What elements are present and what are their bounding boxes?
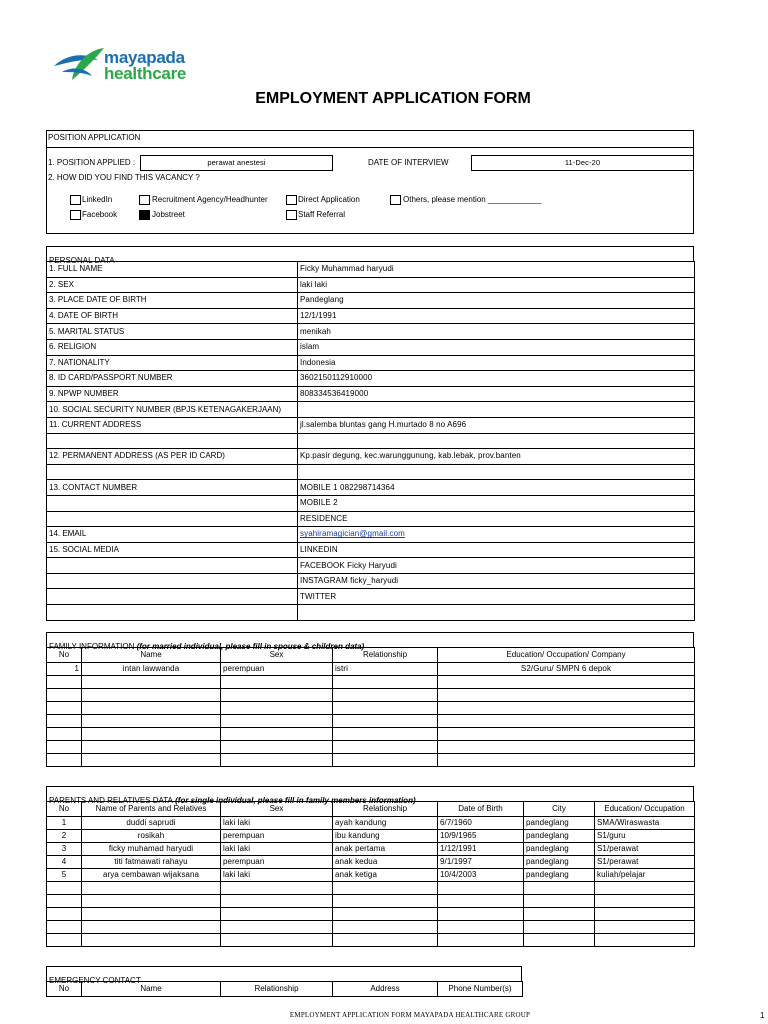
column-header: Name [82,982,221,997]
column-header: Sex [221,802,333,817]
family-cell[interactable] [82,715,221,728]
parents-cell[interactable] [47,908,82,921]
checkbox-facebook-label: Facebook [82,210,118,219]
family-cell[interactable] [47,754,82,767]
parents-cell[interactable]: 10/9/1965 [438,830,524,843]
family-cell[interactable] [438,754,695,767]
personal-label [47,558,298,574]
personal-label: 2. SEX [47,277,298,293]
personal-label [47,589,298,605]
personal-value-field[interactable]: Ficky Muhammad haryudi [298,262,695,278]
column-header: City [524,802,595,817]
family-cell[interactable] [82,754,221,767]
emergency-table [46,981,523,997]
personal-row [47,511,695,527]
parents-cell[interactable] [221,934,333,947]
checkbox-others[interactable] [390,195,401,205]
interview-date-value: 11-Dec-20 [564,158,601,167]
personal-label: 10. SOCIAL SECURITY NUMBER (BPJS KETENAGAKERJAAN) [47,402,298,418]
parents-cell[interactable]: pandeglang [524,817,595,830]
parents-cell[interactable] [595,895,695,908]
personal-value-field[interactable] [298,464,695,480]
parents-cell[interactable]: 5 [47,869,82,882]
personal-value-field[interactable]: RESIDENCE [298,511,695,527]
parents-cell[interactable] [47,934,82,947]
parents-cell[interactable] [82,895,221,908]
family-row [47,663,695,676]
parents-cell[interactable]: 3 [47,843,82,856]
personal-value-field[interactable]: syahiramagician@gmail.com [298,527,695,543]
leaf-logo-icon [52,46,108,84]
parents-row [47,921,695,934]
parents-cell[interactable]: pandeglang [524,843,595,856]
parents-row [47,908,695,921]
parents-row [47,830,695,843]
personal-label [47,464,298,480]
parents-row [47,934,695,947]
parents-cell[interactable] [524,895,595,908]
personal-row [47,495,695,511]
family-section [46,632,694,673]
personal-row [47,293,695,309]
interview-date-label: DATE OF INTERVIEW [368,158,449,167]
parents-cell[interactable]: pandeglang [524,830,595,843]
page-title: EMPLOYMENT APPLICATION FORM [255,90,531,107]
family-row [47,741,695,754]
personal-value-field[interactable]: MOBILE 1 082298714364 [298,480,695,496]
parents-cell[interactable]: kuliah/pelajar [595,869,695,882]
personal-row [47,527,695,543]
family-cell[interactable]: perempuan [221,663,333,676]
column-header: Relationship [221,982,333,997]
personal-value-field[interactable] [298,605,695,621]
personal-value-field[interactable]: MOBILE 2 [298,495,695,511]
personal-label: 11. CURRENT ADDRESS [47,417,298,433]
checkbox-facebook[interactable] [70,210,81,220]
parents-cell[interactable] [333,882,438,895]
checkbox-direct-application[interactable] [286,195,297,205]
family-cell[interactable] [333,728,438,741]
checkbox-linkedin[interactable] [70,195,81,205]
parents-cell[interactable]: rosikah [82,830,221,843]
family-cell[interactable] [438,741,695,754]
family-cell[interactable]: S2/Guru/ SMPN 6 depok [438,663,695,676]
family-cell[interactable] [221,689,333,702]
personal-label: 1. FULL NAME [47,262,298,278]
parents-cell[interactable]: ayah kandung [333,817,438,830]
parents-row [47,869,695,882]
parents-cell[interactable] [333,921,438,934]
family-cell[interactable] [221,715,333,728]
family-row [47,702,695,715]
family-cell[interactable] [82,689,221,702]
personal-row [47,402,695,418]
family-cell[interactable] [333,754,438,767]
personal-value-field[interactable] [298,433,695,449]
family-cell[interactable] [438,702,695,715]
parents-row [47,843,695,856]
personal-value-field[interactable]: 808334536419000 [298,386,695,402]
emergency-row-header [47,982,523,997]
column-header: Sex [221,648,333,663]
column-header: No [47,802,82,817]
parents-row [47,856,695,869]
parents-cell[interactable]: SMA/Wiraswasta [595,817,695,830]
personal-row [47,433,695,449]
family-cell[interactable] [221,728,333,741]
family-cell[interactable] [82,676,221,689]
personal-label [47,433,298,449]
personal-label [47,511,298,527]
parents-cell[interactable]: laki laki [221,869,333,882]
personal-value-field[interactable]: FACEBOOK Ficky Haryudi [298,558,695,574]
parents-cell[interactable]: 4 [47,856,82,869]
family-cell[interactable] [438,689,695,702]
parents-row [47,895,695,908]
parents-cell[interactable] [595,921,695,934]
family-cell[interactable]: istri [333,663,438,676]
parents-cell[interactable]: 2 [47,830,82,843]
parents-cell[interactable] [333,908,438,921]
parents-cell[interactable] [82,934,221,947]
family-row [47,715,695,728]
parents-table [46,801,695,947]
parents-cell[interactable] [595,882,695,895]
personal-value-field[interactable]: 12/1/1991 [298,308,695,324]
personal-value-field[interactable]: jl.salemba bluntas gang H.murtado 8 no A696 [298,417,695,433]
parents-cell[interactable]: S1/perawat [595,856,695,869]
position-applied-label: 1. POSITION APPLIED : [48,158,136,167]
family-section-title: FAMILY INFORMATION (for married individual, please fill in spouse & children data) [46,632,694,648]
parents-cell[interactable] [221,908,333,921]
parents-cell[interactable] [438,908,524,921]
company-logo [52,46,212,86]
parents-cell[interactable]: S1/guru [595,830,695,843]
parents-cell[interactable] [438,934,524,947]
family-cell[interactable] [221,754,333,767]
parents-row [47,882,695,895]
column-header: Name of Parents and Relatives [82,802,221,817]
personal-row [47,589,695,605]
personal-label: 5. MARITAL STATUS [47,324,298,340]
parents-cell[interactable] [595,934,695,947]
personal-value-field[interactable]: laki laki [298,277,695,293]
personal-label: 8. ID CARD/PASSPORT NUMBER [47,371,298,387]
personal-row [47,449,695,465]
parents-cell[interactable] [333,934,438,947]
logo-line1: mayapada [104,48,185,67]
personal-row [47,480,695,496]
personal-label: 3. PLACE DATE OF BIRTH [47,293,298,309]
personal-value-field[interactable]: INSTAGRAM ficky_haryudi [298,573,695,589]
parents-cell[interactable]: perempuan [221,830,333,843]
checkbox-recruitment-agency[interactable] [139,195,150,205]
family-cell[interactable] [82,728,221,741]
family-cell[interactable] [221,702,333,715]
personal-value-field[interactable]: menikah [298,324,695,340]
parents-cell[interactable]: 10/4/2003 [438,869,524,882]
parents-cell[interactable]: anak kedua [333,856,438,869]
emergency-section [46,966,522,993]
checkbox-direct-application-label: Direct Application [298,195,360,204]
parents-cell[interactable]: arya cembawan wijaksana [82,869,221,882]
personal-data-table [46,261,695,621]
parents-cell[interactable] [524,882,595,895]
parents-cell[interactable] [47,882,82,895]
parents-cell[interactable] [438,895,524,908]
family-cell[interactable] [47,728,82,741]
family-row [47,754,695,767]
family-cell[interactable]: 1 [47,663,82,676]
family-cell[interactable] [47,741,82,754]
personal-value-field[interactable]: Pandeglang [298,293,695,309]
parents-cell[interactable] [221,882,333,895]
parents-cell[interactable] [438,921,524,934]
column-header: Relationship [333,648,438,663]
personal-label [47,605,298,621]
family-cell[interactable] [333,702,438,715]
column-header: Phone Number(s) [438,982,523,997]
column-header: Education/ Occupation/ Company [438,648,695,663]
family-cell[interactable] [333,715,438,728]
parents-cell[interactable]: 6/7/1960 [438,817,524,830]
checkbox-jobstreet-label: Jobstreet [152,210,185,219]
column-header: Relationship [333,802,438,817]
personal-row [47,324,695,340]
personal-row [47,386,695,402]
family-cell[interactable] [438,676,695,689]
parents-section [46,786,694,879]
personal-row [47,417,695,433]
checkbox-staff-referral-label: Staff Referral [298,210,345,219]
parents-cell[interactable]: 9/1/1997 [438,856,524,869]
personal-row [47,355,695,371]
parents-cell[interactable]: laki laki [221,843,333,856]
personal-label: 15. SOCIAL MEDIA [47,542,298,558]
family-row-header [47,648,695,663]
personal-data-section [46,246,694,601]
column-header: Name [82,648,221,663]
personal-label: 4. DATE OF BIRTH [47,308,298,324]
family-row [47,689,695,702]
parents-cell[interactable]: duddi saprudi [82,817,221,830]
footer-text: EMPLOYMENT APPLICATION FORM MAYAPADA HEALTHCARE GROUP [289,1011,531,1019]
checkbox-others-label: Others, please mention ____________ [403,195,542,204]
family-cell[interactable] [221,741,333,754]
parents-cell[interactable]: anak pertama [333,843,438,856]
parents-cell[interactable] [82,921,221,934]
personal-value-field[interactable]: 3602150112910000 [298,371,695,387]
parents-row [47,817,695,830]
emergency-section-title: EMERGENCY CONTACT [46,966,522,982]
parents-cell[interactable]: ficky muhamad haryudi [82,843,221,856]
personal-value-field[interactable]: LINKEDIN [298,542,695,558]
personal-label: 13. CONTACT NUMBER [47,480,298,496]
family-row [47,676,695,689]
parents-cell[interactable] [47,895,82,908]
personal-label: 14. EMAIL [47,527,298,543]
parents-cell[interactable] [595,908,695,921]
parents-cell[interactable]: perempuan [221,856,333,869]
personal-value-field[interactable]: Indonesia [298,355,695,371]
personal-row [47,558,695,574]
personal-label: 9. NPWP NUMBER [47,386,298,402]
checkbox-linkedin-label: LinkedIn [82,195,113,204]
parents-cell[interactable]: ibu kandung [333,830,438,843]
personal-data-title: PERSONAL DATA [46,246,694,262]
parents-row-header [47,802,695,817]
personal-row [47,262,695,278]
parents-cell[interactable] [524,934,595,947]
parents-cell[interactable] [221,895,333,908]
personal-row [47,464,695,480]
family-cell[interactable]: intan lawwanda [82,663,221,676]
logo-line2: healthcare [104,64,187,83]
personal-label [47,573,298,589]
column-header: No [47,648,82,663]
checkbox-jobstreet[interactable] [139,210,150,220]
family-cell[interactable] [438,715,695,728]
family-cell[interactable] [47,702,82,715]
vacancy-source-label: 2. HOW DID YOU FIND THIS VACANCY ? [48,173,200,182]
page-number: 1 [760,1011,765,1020]
parents-cell[interactable]: pandeglang [524,869,595,882]
parents-cell[interactable]: S1/perawat [595,843,695,856]
checkbox-recruitment-agency-label: Recruitment Agency/Headhunter [152,195,268,204]
family-cell[interactable] [333,689,438,702]
family-cell[interactable] [47,715,82,728]
family-cell[interactable] [82,741,221,754]
personal-row [47,308,695,324]
parents-cell[interactable]: 1/12/1991 [438,843,524,856]
parents-cell[interactable] [333,895,438,908]
personal-row [47,573,695,589]
personal-label: 7. NATIONALITY [47,355,298,371]
parents-cell[interactable] [82,908,221,921]
column-header: No [47,982,82,997]
family-cell[interactable] [221,676,333,689]
parents-cell[interactable]: 1 [47,817,82,830]
parents-cell[interactable]: anak ketiga [333,869,438,882]
personal-value-field[interactable]: islam [298,339,695,355]
parents-cell[interactable]: pandeglang [524,856,595,869]
family-table [46,647,695,767]
personal-row [47,605,695,621]
parents-cell[interactable] [524,908,595,921]
family-cell[interactable] [82,702,221,715]
parents-cell[interactable] [438,882,524,895]
personal-label: 12. PERMANENT ADDRESS (AS PER ID CARD) [47,449,298,465]
family-cell[interactable] [333,741,438,754]
parents-cell[interactable] [221,921,333,934]
personal-label: 6. RELIGION [47,339,298,355]
checkbox-staff-referral[interactable] [286,210,297,220]
parents-cell[interactable] [47,921,82,934]
personal-value-field[interactable]: Kp.pasir degung, kec.warunggunung, kab.lebak, prov.banten [298,449,695,465]
family-cell[interactable] [47,689,82,702]
position-section-title: POSITION APPLICATION [48,133,141,142]
parents-cell[interactable] [82,882,221,895]
family-cell[interactable] [438,728,695,741]
family-cell[interactable] [47,676,82,689]
personal-row [47,542,695,558]
family-row [47,728,695,741]
personal-row [47,277,695,293]
personal-value-field[interactable]: TWITTER [298,589,695,605]
personal-value-field[interactable] [298,402,695,418]
column-header: Date of Birth [438,802,524,817]
personal-label [47,495,298,511]
parents-section-title: PARENTS AND RELATIVES DATA (for single individual, please fill in family members information) [46,786,694,802]
family-cell[interactable] [333,676,438,689]
column-header: Education/ Occupation [595,802,695,817]
personal-row [47,371,695,387]
parents-cell[interactable] [524,921,595,934]
column-header: Address [333,982,438,997]
position-applied-value: perawat anestesi [207,158,266,167]
parents-cell[interactable]: laki laki [221,817,333,830]
personal-row [47,339,695,355]
parents-cell[interactable]: titi fatmawati rahayu [82,856,221,869]
